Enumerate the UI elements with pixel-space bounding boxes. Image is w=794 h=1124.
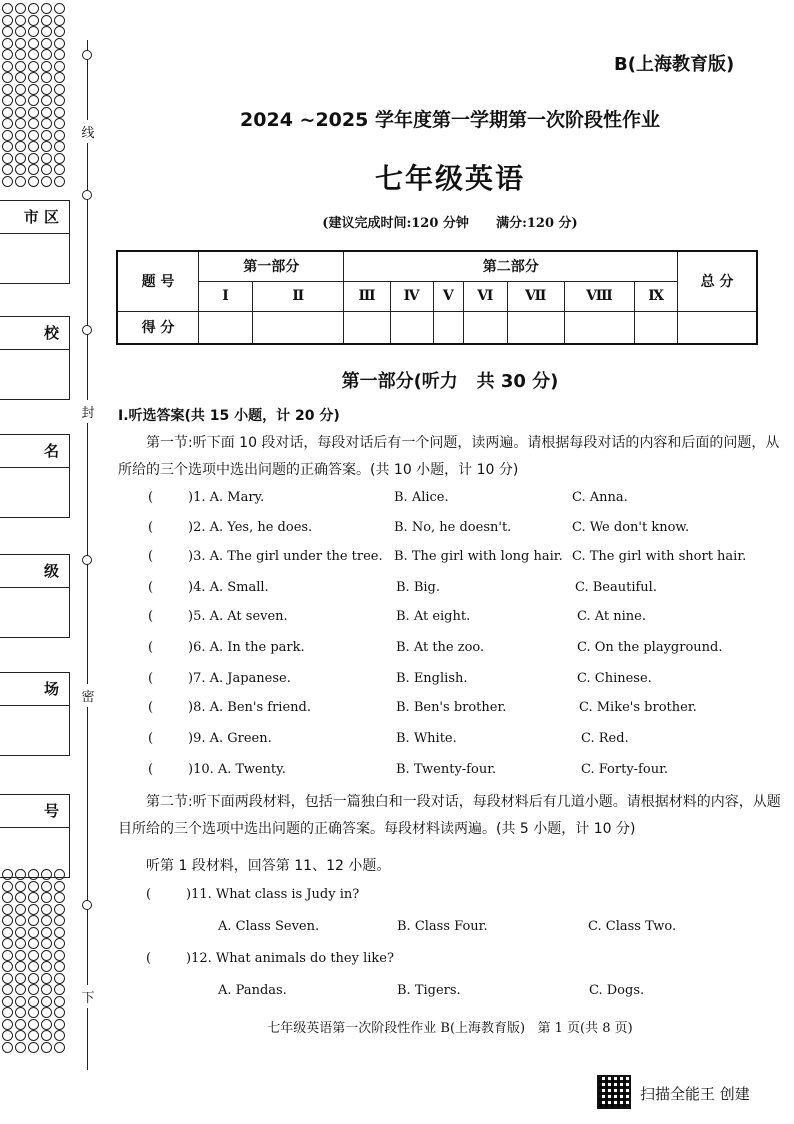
question-stem: )10. A. Twenty. xyxy=(188,762,286,777)
answer-bracket-open[interactable]: ( xyxy=(148,640,154,655)
question-stem: )9. A. Green. xyxy=(188,731,272,746)
binding-hole xyxy=(2,1042,13,1053)
binding-hole xyxy=(15,84,26,95)
question-row xyxy=(0,700,794,724)
option-b: B. At the zoo. xyxy=(396,640,485,655)
binding-hole xyxy=(54,1042,65,1053)
binding-hole xyxy=(28,3,39,14)
question-stem: )2. A. Yes, he does. xyxy=(188,520,313,535)
score-table-part1: 第一部分 xyxy=(199,251,344,281)
binding-hole xyxy=(54,84,65,95)
side-label-number: 号 xyxy=(0,794,70,828)
binding-hole xyxy=(15,130,26,141)
option-c: C. Forty-four. xyxy=(581,762,668,777)
option-b: B. No, he doesn't. xyxy=(394,520,512,535)
option-b: B. Twenty-four. xyxy=(396,762,497,777)
answer-bracket-open[interactable]: ( xyxy=(148,549,154,564)
binding-hole xyxy=(54,176,65,187)
side-box-district[interactable] xyxy=(0,234,70,284)
binding-hole xyxy=(15,15,26,26)
binding-hole xyxy=(2,118,13,129)
binding-hole xyxy=(41,3,52,14)
binding-hole xyxy=(54,141,65,152)
question-12-options xyxy=(0,983,794,1007)
binding-hole xyxy=(41,176,52,187)
question-stem: )5. A. At seven. xyxy=(188,609,288,624)
option-c: C. Mike's brother. xyxy=(579,700,697,715)
binding-hole xyxy=(15,38,26,49)
question-11-stem: )11. What class is Judy in? xyxy=(186,887,360,902)
binding-hole xyxy=(41,1030,52,1041)
binding-hole xyxy=(54,130,65,141)
option-c: C. Class Two. xyxy=(588,919,677,934)
binding-hole xyxy=(2,130,13,141)
score-cell-total[interactable] xyxy=(678,311,758,344)
binding-hole xyxy=(41,72,52,83)
question-row xyxy=(0,640,794,664)
section-intro-2 xyxy=(118,789,788,843)
question-row xyxy=(0,520,794,544)
binding-hole xyxy=(28,95,39,106)
binding-hole xyxy=(54,107,65,118)
binding-circle xyxy=(82,50,92,60)
option-b: B. The girl with long hair. xyxy=(394,549,563,564)
material-1-instruction: 听第 1 段材料，回答第 11、12 小题。 xyxy=(146,858,391,874)
binding-hole xyxy=(28,1030,39,1041)
binding-hole xyxy=(41,164,52,175)
binding-hole xyxy=(15,49,26,60)
part-title: 第一部分(听力 共 30 分) xyxy=(341,371,559,392)
binding-hole xyxy=(28,1042,39,1053)
binding-hole xyxy=(41,61,52,72)
binding-hole xyxy=(15,118,26,129)
option-b: B. White. xyxy=(396,731,457,746)
binding-circle xyxy=(82,190,92,200)
binding-hole xyxy=(28,38,39,49)
option-c: C. On the playground. xyxy=(577,640,723,655)
binding-hole xyxy=(41,153,52,164)
binding-hole xyxy=(15,164,26,175)
option-c: C. Beautiful. xyxy=(575,580,657,595)
question-stem: )6. A. In the park. xyxy=(188,640,305,655)
option-a: A. Class Seven. xyxy=(218,919,320,934)
binding-hole xyxy=(41,118,52,129)
binding-hole xyxy=(28,130,39,141)
binding-hole xyxy=(54,1030,65,1041)
binding-hole xyxy=(2,1030,13,1041)
score-table-numeral: Ⅶ xyxy=(507,281,564,311)
score-table-numeral: Ⅳ xyxy=(390,281,433,311)
score-cell[interactable] xyxy=(635,311,678,344)
score-table-numeral: Ⅱ xyxy=(252,281,343,311)
binding-hole xyxy=(28,15,39,26)
question-11-options xyxy=(0,919,794,943)
option-b: B. Alice. xyxy=(394,490,449,505)
binding-hole xyxy=(15,3,26,14)
answer-bracket-open[interactable]: ( xyxy=(148,609,154,624)
binding-hole xyxy=(41,84,52,95)
score-cell[interactable] xyxy=(507,311,564,344)
binding-hole xyxy=(41,26,52,37)
binding-hole xyxy=(15,72,26,83)
binding-hole xyxy=(15,1030,26,1041)
side-box-school[interactable] xyxy=(0,350,70,400)
binding-hole xyxy=(54,3,65,14)
option-b: B. Tigers. xyxy=(397,983,461,998)
option-c: C. Chinese. xyxy=(577,671,652,686)
question-stem: )4. A. Small. xyxy=(188,580,269,595)
option-c: C. Anna. xyxy=(572,490,628,505)
binding-hole xyxy=(54,72,65,83)
option-c: C. We don't know. xyxy=(572,520,690,535)
section-heading: Ⅰ.听选答案(共 15 小题，计 20 分) xyxy=(118,408,340,424)
score-table-numeral: Ⅷ xyxy=(564,281,634,311)
binding-hole xyxy=(2,61,13,72)
binding-hole xyxy=(28,153,39,164)
subject-title: 七年级英语 xyxy=(374,162,525,195)
binding-hole xyxy=(41,1007,52,1018)
score-cell[interactable] xyxy=(564,311,634,344)
question-row xyxy=(0,490,794,514)
binding-hole xyxy=(28,84,39,95)
binding-hole xyxy=(28,49,39,60)
option-a: A. Pandas. xyxy=(218,983,287,998)
question-row xyxy=(0,580,794,604)
binding-hole xyxy=(41,1019,52,1030)
binding-holes-top xyxy=(0,0,70,190)
page-footer: 七年级英语第一次阶段性作业 B(上海教育版) 第 1 页(共 8 页) xyxy=(267,1021,633,1036)
question-12 xyxy=(0,951,794,975)
score-table-numeral: Ⅵ xyxy=(463,281,507,311)
time-info: (建议完成时间:120 分钟 满分:120 分) xyxy=(322,216,578,231)
answer-bracket-open[interactable]: ( xyxy=(148,731,154,746)
binding-hole xyxy=(41,38,52,49)
answer-bracket-open[interactable]: ( xyxy=(148,671,154,686)
binding-circle xyxy=(82,325,92,335)
score-cell[interactable] xyxy=(199,311,253,344)
option-c: C. Dogs. xyxy=(589,983,645,998)
binding-hole xyxy=(2,141,13,152)
answer-bracket-open[interactable]: ( xyxy=(148,520,154,535)
side-label-district: 市 区 xyxy=(0,200,70,234)
binding-hole xyxy=(15,176,26,187)
question-stem: )8. A. Ben's friend. xyxy=(188,700,311,715)
binding-hole xyxy=(2,3,13,14)
binding-hole xyxy=(28,176,39,187)
binding-hole xyxy=(15,95,26,106)
binding-hole xyxy=(28,1019,39,1030)
option-c: C. At nine. xyxy=(577,609,646,624)
binding-hole xyxy=(2,107,13,118)
score-cell[interactable] xyxy=(344,311,390,344)
question-row xyxy=(0,671,794,695)
binding-hole xyxy=(41,49,52,60)
answer-bracket-open[interactable]: ( xyxy=(146,887,152,902)
binding-hole xyxy=(15,141,26,152)
binding-hole xyxy=(28,26,39,37)
question-11 xyxy=(0,887,794,911)
binding-hole xyxy=(28,141,39,152)
binding-hole xyxy=(2,49,13,60)
binding-hole xyxy=(54,26,65,37)
binding-hole xyxy=(2,72,13,83)
binding-hole xyxy=(15,153,26,164)
score-table-numeral: Ⅲ xyxy=(344,281,390,311)
question-row xyxy=(0,549,794,573)
answer-bracket-open[interactable]: ( xyxy=(146,951,152,966)
option-b: B. Class Four. xyxy=(397,919,488,934)
binding-hole xyxy=(2,38,13,49)
score-cell[interactable] xyxy=(463,311,507,344)
binding-hole xyxy=(41,130,52,141)
binding-hole xyxy=(28,61,39,72)
score-table-score-label: 得 分 xyxy=(117,311,199,344)
score-cell[interactable] xyxy=(252,311,343,344)
binding-hole xyxy=(54,49,65,60)
score-cell[interactable] xyxy=(433,311,463,344)
scanner-watermark: 扫描全能王 创建 xyxy=(640,1085,750,1103)
section-intro-text: 第一节:听下面 10 段对话，每段对话后有一个问题，读两遍。请根据每段对话的内容和后面的问题，从所给的三个选项中选出问题的正确答案。(共 10 小题，计 10 分) xyxy=(118,435,780,478)
score-cell[interactable] xyxy=(390,311,433,344)
side-label-class: 级 xyxy=(0,554,70,588)
side-label-name: 名 xyxy=(0,434,70,468)
binding-hole xyxy=(54,164,65,175)
binding-hole xyxy=(54,1007,65,1018)
side-label-room: 场 xyxy=(0,672,70,706)
qr-code-icon xyxy=(597,1075,631,1109)
binding-hole xyxy=(2,15,13,26)
binding-hole xyxy=(28,72,39,83)
score-table-part2: 第二部分 xyxy=(344,251,678,281)
option-b: B. At eight. xyxy=(396,609,471,624)
binding-hole xyxy=(28,118,39,129)
binding-hole xyxy=(54,95,65,106)
binding-hole xyxy=(2,84,13,95)
option-b: B. Ben's brother. xyxy=(396,700,507,715)
section-intro-2-text: 第二节:听下面两段材料，包括一篇独白和一段对话，每段材料后有几道小题。请根据材料的内容，从题目所给的三个选项中选出问题的正确答案。每段材料读两遍。(共 5 小题，计 10 分) xyxy=(118,794,781,837)
binding-hole xyxy=(54,38,65,49)
question-row xyxy=(0,731,794,755)
section-intro xyxy=(118,430,788,484)
score-table-row-label: 题 号 xyxy=(117,251,199,311)
binding-hole xyxy=(41,1042,52,1053)
binding-hole xyxy=(54,1019,65,1030)
binding-char-feng: 封 xyxy=(80,400,96,423)
binding-hole xyxy=(54,153,65,164)
edition-label: B(上海教育版) xyxy=(614,54,735,75)
binding-char-mi: 密 xyxy=(80,684,96,707)
binding-hole xyxy=(54,118,65,129)
binding-hole xyxy=(28,164,39,175)
binding-hole xyxy=(15,107,26,118)
answer-bracket-open[interactable]: ( xyxy=(148,580,154,595)
exam-title: 2024 ~2025 学年度第一学期第一次阶段性作业 xyxy=(240,109,660,131)
option-b: B. Big. xyxy=(396,580,440,595)
binding-hole xyxy=(2,176,13,187)
score-table-numeral: Ⅴ xyxy=(433,281,463,311)
binding-hole xyxy=(2,164,13,175)
binding-hole xyxy=(15,1007,26,1018)
answer-bracket-open[interactable]: ( xyxy=(148,490,154,505)
score-table-numeral: Ⅰ xyxy=(199,281,253,311)
option-c: C. The girl with short hair. xyxy=(572,549,747,564)
option-c: C. Red. xyxy=(581,731,629,746)
binding-hole xyxy=(15,1019,26,1030)
binding-hole xyxy=(2,26,13,37)
score-table-numeral: Ⅸ xyxy=(635,281,678,311)
binding-hole xyxy=(2,1007,13,1018)
binding-hole xyxy=(2,95,13,106)
binding-hole xyxy=(15,61,26,72)
option-b: B. English. xyxy=(396,671,468,686)
answer-bracket-open[interactable]: ( xyxy=(148,762,154,777)
question-stem: )3. A. The girl under the tree. xyxy=(188,549,383,564)
score-table-total: 总 分 xyxy=(678,251,758,311)
answer-bracket-open[interactable]: ( xyxy=(148,700,154,715)
binding-hole xyxy=(54,15,65,26)
binding-char-xia: 下 xyxy=(80,985,96,1008)
binding-hole xyxy=(15,1042,26,1053)
question-stem: )7. A. Japanese. xyxy=(188,671,291,686)
side-label-school: 校 xyxy=(0,316,70,350)
binding-hole xyxy=(41,141,52,152)
question-stem: )1. A. Mary. xyxy=(188,490,265,505)
binding-hole xyxy=(2,153,13,164)
side-box-number[interactable] xyxy=(0,828,70,878)
question-row xyxy=(0,609,794,633)
binding-hole xyxy=(41,95,52,106)
binding-hole xyxy=(41,15,52,26)
binding-hole xyxy=(15,26,26,37)
question-row xyxy=(0,762,794,786)
binding-char-xian: 线 xyxy=(80,120,96,143)
binding-hole xyxy=(28,107,39,118)
binding-hole xyxy=(28,1007,39,1018)
binding-hole xyxy=(41,107,52,118)
binding-hole xyxy=(2,1019,13,1030)
question-12-stem: )12. What animals do they like? xyxy=(186,951,394,966)
binding-hole xyxy=(54,61,65,72)
score-table xyxy=(116,250,758,345)
